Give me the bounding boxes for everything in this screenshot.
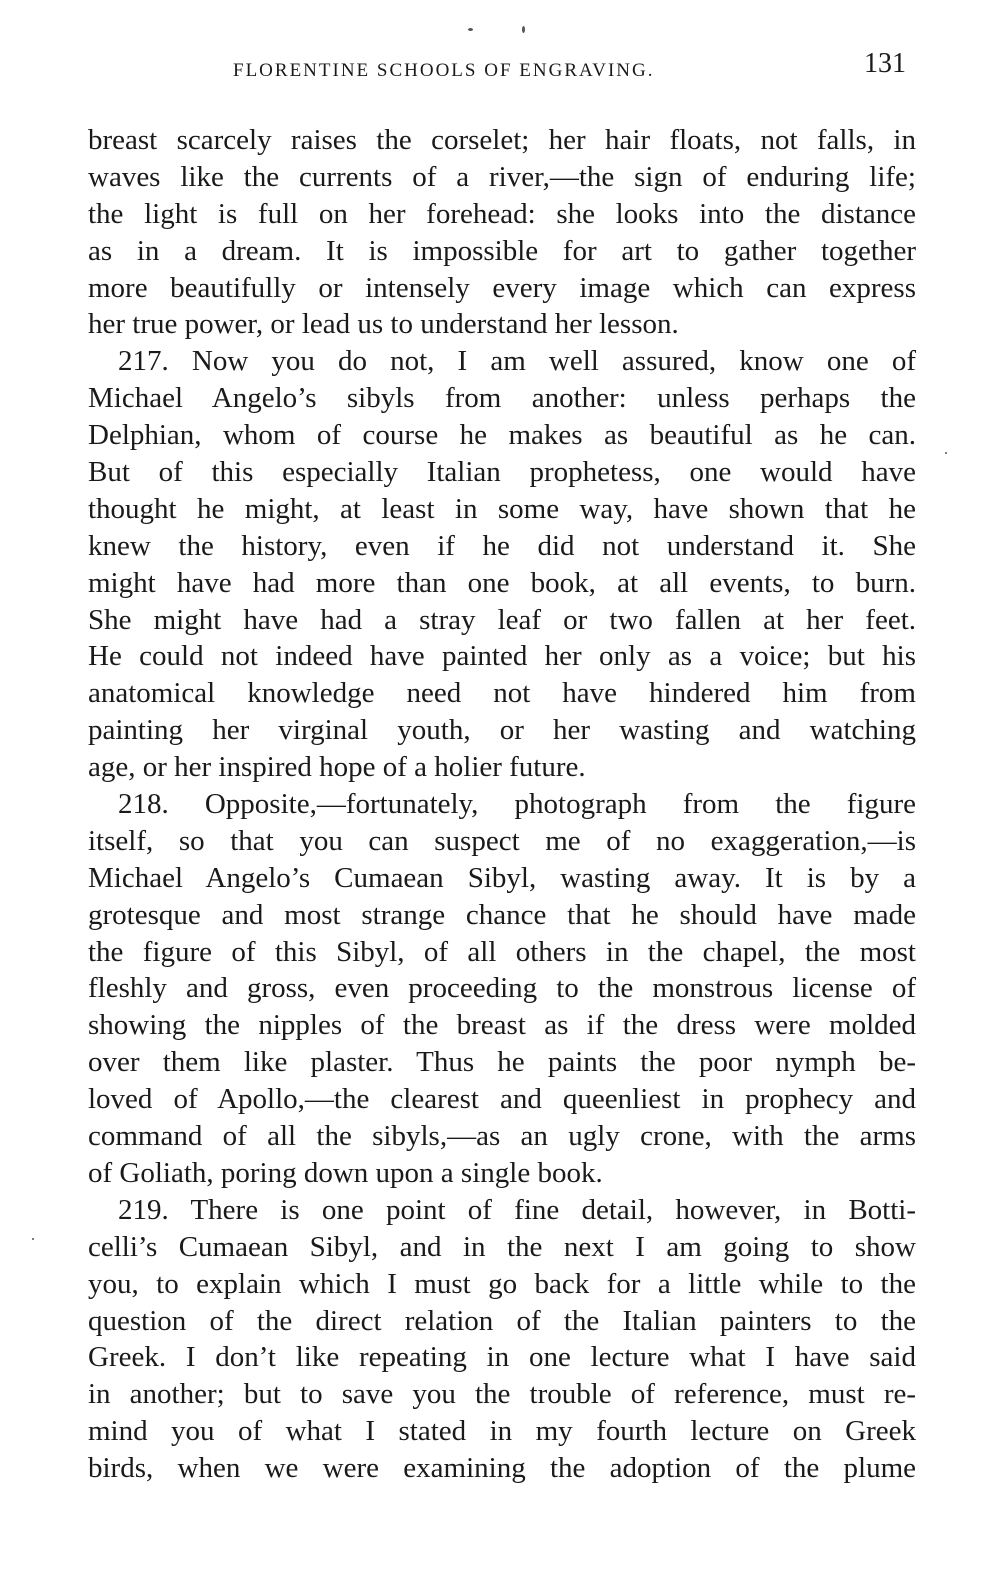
text-line: in another; but to save you the trouble of reference, must re- (88, 1378, 916, 1411)
text-line: as in a dream. It is impossible for art to gather together (88, 234, 916, 267)
ink-speck (522, 26, 525, 33)
text-line: knew the history, even if he did not understand it. She (88, 529, 916, 562)
text-line: 219. There is one point of fine detail, however, in Botti- (118, 1193, 916, 1226)
text-line: waves like the currents of a river,—the sign of enduring life; (88, 160, 916, 193)
text-line: breast scarcely raises the corselet; her hair floats, not falls, in (88, 124, 916, 156)
running-title: FLORENTINE SCHOOLS OF ENGRAVING. (233, 60, 655, 81)
body-text (88, 122, 916, 1487)
ink-speck (945, 452, 947, 454)
text-line: the figure of this Sibyl, of all others in the chapel, the most (88, 935, 916, 968)
text-line: loved of Apollo,—the clearest and queenliest in prophecy and (88, 1083, 916, 1116)
text-line: painting her virginal youth, or her wasting and watching (88, 714, 916, 747)
text-line: command of all the sibyls,—as an ugly crone, with the arms (88, 1120, 916, 1153)
text-line: grotesque and most strange chance that he should have made (88, 898, 916, 931)
text-line: over them like plaster. Thus he paints the poor nymph be- (88, 1046, 916, 1079)
text-line: But of this especially Italian prophetess, one would have (88, 456, 916, 489)
text-line: her true power, or lead us to understand her lesson. (88, 308, 679, 341)
ink-speck (468, 28, 473, 31)
text-line: itself, so that you can suspect me of no exaggeration,—is (88, 824, 916, 857)
text-line: 218. Opposite,—fortunately, photograph from the figure (118, 788, 916, 821)
ink-speck (32, 1238, 34, 1240)
text-line: birds, when we were examining the adoption of the plume (88, 1452, 916, 1485)
page-number: 131 (864, 48, 906, 79)
text-line: She might have had a stray leaf or two fallen at her feet. (88, 603, 916, 636)
page-header (88, 48, 906, 84)
text-line: Delphian, whom of course he makes as beautiful as he can. (88, 419, 916, 452)
text-line: showing the nipples of the breast as if the dress were molded (88, 1009, 916, 1042)
text-line: age, or her inspired hope of a holier future. (88, 751, 586, 784)
text-line: Michael Angelo’s Cumaean Sibyl, wasting away. It is by a (88, 861, 916, 894)
text-line: fleshly and gross, even proceeding to the monstrous license of (88, 972, 916, 1005)
text-line: more beautifully or intensely every image which can express (88, 271, 916, 304)
text-line: He could not indeed have painted her only as a voice; but his (88, 640, 916, 673)
text-line: you, to explain which I must go back for a little while to the (88, 1267, 916, 1300)
text-line: Michael Angelo’s sibyls from another: unless perhaps the (88, 382, 916, 415)
text-line: 217. Now you do not, I am well assured, know one of (118, 345, 916, 378)
text-line: celli’s Cumaean Sibyl, and in the next I am going to show (88, 1230, 916, 1263)
text-line: the light is full on her forehead: she looks into the distance (88, 197, 916, 230)
text-line: anatomical knowledge need not have hindered him from (88, 677, 916, 710)
text-line: question of the direct relation of the Italian painters to the (88, 1304, 916, 1337)
text-line: of Goliath, poring down upon a single book. (88, 1156, 603, 1189)
text-line: Greek. I don’t like repeating in one lecture what I have said (88, 1341, 916, 1374)
text-line: might have had more than one book, at all events, to burn. (88, 566, 916, 599)
text-line: mind you of what I stated in my fourth lecture on Greek (88, 1415, 916, 1448)
text-line: thought he might, at least in some way, have shown that he (88, 492, 916, 525)
